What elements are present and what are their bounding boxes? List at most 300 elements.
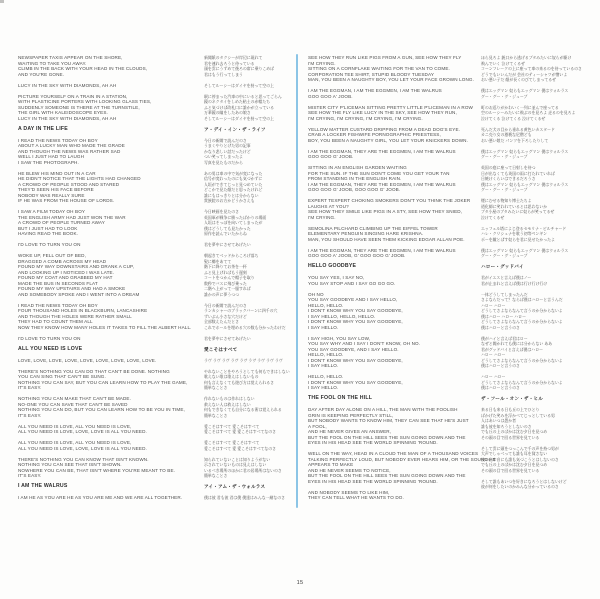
lyric-line: 駅に停まった汽車の中にいると思ってごらん [204, 93, 282, 99]
lyric-line: コーンフレークの上に座って車の来るのを待っているのさ [481, 66, 582, 71]
lyric-line: ブタ小屋のブタみたいに奴らが笑ってるぜ [481, 209, 555, 214]
lyric-block [481, 479, 575, 490]
lyric-line: HE DIDN'T NOTICE THAT THE LIGHTS HAD CHANGED [18, 176, 141, 181]
lyric-line: LUCY IN THE SKY WITH DIAMONDS, AH AH [18, 82, 117, 88]
lyric-line: GOO GOO A' JOOB. [308, 93, 353, 99]
lyric-line: 今日の新聞で読んだのさ [204, 137, 247, 143]
lyric-line: AND LOOKING UP I NOTICED I WAS LATE. [18, 269, 115, 275]
lyric-line: 原作を読んでいたからね [204, 231, 247, 236]
lyric-line: 君を連れ去ろうと待っている [204, 60, 255, 66]
lyric-line: IT'S EASY. [18, 385, 42, 390]
lyric-block [204, 209, 296, 237]
song-title: アイ・アム・ザ・ウォルラス [204, 484, 266, 489]
lyric-line: 朝起きてベッドからころげ落ち [204, 253, 259, 258]
lyric-line: I AM HE AS YOU ARE HE AS YOU ARE ME AND WE ARE ALL TOGETHER. [18, 495, 183, 500]
lyric-line: 彼の出す音にも誰も気づこうとはしないのさ [481, 456, 559, 462]
lyric-block [308, 451, 496, 484]
lyric-line: WELL I JUST HAD TO LAUGH [18, 154, 85, 159]
lyric-block [481, 264, 575, 270]
lyric-line: 道化師に笑われているとは思わないか [481, 203, 548, 209]
lyric-line: さよならだって？ならば僕はハローと言うんだ [481, 297, 563, 302]
lyric-block [18, 127, 206, 133]
lyric-line: CLIMB IN THE BACK WITH YOUR HEAD IN THE CLOUDS, [18, 66, 148, 71]
lyric-line: PICTURE YOURSELF ON A TRAIN IN A STATION, [18, 93, 128, 99]
lyric-block [18, 242, 206, 248]
lyric-block [481, 198, 575, 220]
lyric-line: EXPERT TEXPERT CHOKING SMOKERS DON'T YOU THINK THE JOKER [308, 198, 471, 203]
lyric-line: カニ売り女の猥褻な尼僧ども [481, 132, 532, 137]
lyric-line: EYES IN HIS HEAD SEE THE WORLD SPINNING 'ROUND. [308, 440, 438, 445]
lyric-block [308, 292, 478, 331]
lyric-line: 万華鏡の瞳をしたあの娘さ [204, 110, 251, 115]
lyric-block [204, 171, 296, 204]
lyric-line: 空のルーシーみたいに飛ぶのを見ろよ 走るのを見ろよ [481, 110, 576, 115]
lyric-line: ハロー ハロー [481, 374, 506, 379]
lyric-line: FROM STANDING IN THE ENGLISH RAIN. [308, 176, 402, 181]
lyric-block [204, 336, 296, 342]
lyric-line: 作れないものは作れはしない [204, 396, 255, 401]
lyric-line: HELLO, HELLO. [308, 302, 344, 308]
lyric-line: これでホールを埋める穴の数も分かったわけだ [204, 324, 286, 330]
lyric-line: ALL YOU NEED IS LOVE, ALL YOU NEED IS LOVE, [18, 440, 132, 445]
lyric-line: NOTHING YOU CAN SEE THAT ISN'T SHOWN. [18, 462, 122, 467]
lyric-line: 何もできなくても自分になる術は覚えられる [204, 407, 282, 412]
lyric-line: YOU SAY GOODBYE AND I SAY HELLO, [308, 297, 398, 302]
lyric-line: 誰にもはっきりとは分からない [204, 192, 259, 198]
lyric-line: 君を夢中にさせてあげたい [204, 242, 251, 247]
lyric-line: どうしてさよならなんて言うのか分からないよ [481, 308, 563, 313]
lyric-line: I SAY HIGH, YOU SAY LOW, [308, 335, 371, 341]
lyric-line: FOR THE SUN. IF THE SUN DON'T COME YOU GET YOUR TAN [308, 170, 450, 176]
lyric-line: I AM THE EGGMAN, I AM THE EGGMEN, I AM THE WALRUS [308, 88, 442, 93]
lyric-block [308, 88, 478, 99]
lyric-line: ほら見ろよ 銃口から逃げるブタみたいに奴らが駆け [481, 55, 572, 60]
lyric-block [481, 407, 575, 440]
lyric-line: 僕がハイと言えば君はロー [481, 335, 528, 341]
lyric-line: ハロー ハロー [481, 302, 506, 308]
song-title: THE FOOL ON THE HILL [308, 395, 373, 401]
lyric-line: かなり悲しい話だったけど [204, 148, 251, 154]
lyric-block [18, 171, 206, 204]
lyric-line: I DON'T KNOW WHY YOU SAY GOODBYE, [308, 379, 403, 385]
lyric-line: WELL ON THE WAY, HEAD IN A CLOUD THE MAN OF A THOUSAND VOICES [308, 451, 479, 456]
lyric-line: I'D LOVE TO TURN YOU ON [18, 335, 81, 341]
lyric-line: 僕はハローと言うのさ [481, 363, 520, 368]
lyric-line: APPEARS TO MAKE [308, 462, 354, 467]
lyric-block [204, 303, 296, 331]
lyric-line: いるべき場所のほかに君の居場所はないのさ [204, 467, 282, 473]
column-divider-line [296, 54, 298, 508]
lyric-block [204, 55, 296, 77]
lyric-line: うまくやりとげた男の記事 [204, 143, 251, 148]
lyric-line: I READ THE NEWS TODAY OH BOY [18, 302, 98, 308]
lyric-line: つい笑ってしまったよ [204, 154, 243, 159]
lyric-line: 愛こそはすべて 愛 愛こそはすべてなのさ [204, 429, 277, 434]
lyric-line: 死んだ犬の目から垂れる黄色いカスタード [481, 126, 555, 132]
lyric-line: TALKING PERFECTLY LOUD, BUT NOBODY EVER HEARS HIM, OR THE SOUND HE [308, 456, 496, 462]
scan-speck [0, 0, 4, 3]
lyric-line: 英国の庭に座って日射しを待つ [481, 165, 536, 170]
lyric-line: 今日の新聞で読んだのさ [204, 302, 247, 308]
lyric-line: FOUND MY WAY DOWNSTAIRS AND DRANK A CUP, [18, 264, 134, 269]
lyric-line: そしてルーシーはダイヤを持って空の上 [204, 82, 274, 88]
lyric-line: BUT I JUST HAD TO LOOK [18, 225, 78, 231]
lyric-line: 信号が変わったのにも気づかずに [204, 176, 263, 181]
lyric-line: ALL YOU NEED IS LOVE, LOVE, LOVE IS ALL YOU NEED. [18, 429, 147, 434]
lyric-line: 貴族院のお方かどうかさえも [204, 198, 255, 203]
lyric-line: DAY AFTER DAY ALONE ON A HILL, THE MAN WITH THE FOOLISH [308, 407, 458, 412]
lyric-line: 町のお巡りがかわいく一列に並んで座ってる [481, 104, 559, 110]
lyric-line: ハロー ハロー [481, 352, 506, 357]
lyric-line: HAVING READ THE BOOK. [18, 231, 79, 236]
lyric-block [18, 94, 206, 122]
lyric-line: HE BLEW HIS MIND OUT IN A CAR [18, 170, 96, 176]
song-title: ハロー・グッドバイ [481, 264, 524, 269]
lyric-line: BUT THE FOOL ON THE HILL SEES THE SUN GOING DOWN AND THE [308, 473, 466, 478]
lyric-line: HELLO, HELLO. [308, 374, 344, 379]
lyrics-column-english-left [18, 55, 206, 506]
lyric-line: A FOOL, [308, 423, 327, 429]
lyric-line: 知られていないことは知りようがない [204, 456, 271, 462]
lyric-block [204, 94, 296, 122]
lyric-line: 新聞紙のタクシーが岸辺に現れて [204, 55, 263, 60]
lyric-line: THEY'D SEEN HIS FACE BEFORE [18, 187, 94, 192]
lyric-line: 誰も彼を知ろうとしないのさ [481, 423, 532, 429]
lyric-line: LOVE, LOVE, LOVE, LOVE, LOVE, LOVE, LOVE, LOVE, LOVE. [18, 357, 157, 363]
lyric-block [18, 209, 206, 237]
lyric-block [18, 396, 206, 418]
lyric-block [18, 369, 206, 391]
lyric-line: I SAY HELLO. [308, 363, 339, 368]
lyrics-column-japanese-right [481, 55, 582, 495]
lyric-line: でも丘の上のばかは沈む夕日を見つめ [481, 429, 548, 434]
lyric-block [481, 292, 575, 331]
lyric-line: どうしてさよならなんて言うのか分からないよ [481, 319, 563, 324]
lyric-line: やれないことをやろうとしても何もできはしない [204, 368, 290, 374]
lyric-block [204, 424, 296, 435]
lyric-line: LAUGHS AT YOU? [308, 203, 349, 209]
lyric-block [204, 138, 296, 166]
song-title: 愛こそはすべて [204, 346, 238, 352]
lyric-line: ふと気づけば改札口に誰かが立っている [204, 104, 275, 110]
lyric-line: 僕はハロー ハロー ハロー [481, 313, 526, 319]
lyric-line: AND HE NEVER GIVES AN ANSWER, [308, 429, 392, 434]
lyric-block [481, 88, 575, 99]
lyric-line: NOTHING YOU CAN SAY, BUT YOU CAN LEARN HOW TO PLAY THE GAME, [18, 379, 188, 385]
lyric-line: NO-ONE YOU CAN SAVE THAT CAN'T BE SAVED [18, 401, 128, 407]
lyric-line: GOO GOO G' JOOB. [308, 154, 354, 159]
lyric-line: 頭を雲にうずめて後ろの席に乗りこめば [204, 66, 275, 71]
lyric-line: AND HE NEVER SEEMS TO NOTICE, [308, 467, 391, 473]
lyric-line: I AM THE EGGMAN, THEY ARE THE EGGMEN, I AM THE WALRUS [308, 148, 456, 154]
lyric-line: 簡単なことさ [204, 385, 228, 390]
lyric-line: A CROWD OF PEOPLE TURNED AWAY [18, 220, 105, 225]
lyric-line: 全部数えたんだとさ [204, 319, 240, 324]
lyric-line: その頭の目で回る世界を見ている [481, 467, 540, 473]
lyric-line: 誰かの声に夢うつつ [204, 291, 240, 297]
lyric-line: 示されていないものは見えはしない [204, 462, 267, 467]
lyric-block [18, 495, 206, 501]
lyric-block [308, 264, 478, 270]
lyric-line: 人垣ができてじっと見つめていた [204, 181, 263, 187]
lyric-line: 愛こそはすべて 愛こそはすべて [204, 440, 260, 445]
lyric-line: ばかげた笑みを浮かべてじっとしている男 [481, 412, 555, 418]
lyric-block [481, 55, 582, 83]
lyric-block [18, 336, 206, 342]
lyric-block [308, 198, 478, 220]
lyric-line: エッフェル塔によじ登るセモリナ・ピルチャード [481, 225, 567, 231]
lyric-line: THERE'S NOTHING YOU CAN DO THAT CAN'T BE DONE. NOTHING [18, 368, 170, 374]
lyric-line: 僕はエッグマン 奴らもエッグマン 僕はウォルラス [481, 181, 569, 187]
lyric-line: おい悪い子だ 顔が長くのびてしまってるぜ [481, 77, 556, 82]
lyric-line: ずいぶん小さな穴だけど [204, 313, 247, 319]
lyric-line: 日焼けくらいはできるだろうさ [481, 176, 536, 181]
lyric-line: I DON'T KNOW WHY YOU SAY GOODBYE, [308, 357, 403, 363]
lyric-line: 髪に櫛をあてて [204, 258, 232, 264]
lyric-block [204, 484, 296, 490]
lyric-block [204, 495, 296, 501]
lyric-line: 人垣はそっぽを向いてしまったが [204, 220, 263, 225]
lyric-block [18, 347, 206, 353]
lyric-line: 簡単なことさ [204, 473, 228, 478]
lyric-line: GOO GOO A' JOOB, G' GOO GOO G' JOOB. [308, 253, 406, 258]
lyric-line: WOKE UP, FELL OUT OF BED, [18, 253, 87, 258]
lyric-block [18, 358, 206, 364]
lyric-line: 大声でしゃべっても誰も耳を貸さない [481, 451, 548, 456]
lyric-line: どうしてさよならなんて言うのか分からないよ [481, 357, 563, 363]
lyric-line: どうでもいいんだが 会社のティーシャツが憎いよ [481, 71, 568, 77]
lyric-line: 何も言えなくても遊び方は覚えられるさ [204, 379, 275, 385]
lyric-line: ABOUT A LUCKY MAN WHO MADE THE GRADE [18, 143, 125, 148]
lyric-block [18, 83, 206, 89]
lyric-line: 愛こそはすべて 愛こそはすべて [204, 423, 260, 429]
lyric-line: 僕はどうしても見たかった [204, 225, 251, 231]
lyric-line: BUT THE FOOL ON THE HILL SEES THE SUN GOING DOWN AND THE [308, 434, 466, 440]
lyric-block [308, 490, 478, 501]
lyric-line: FOUND MY WAY UPSTAIRS AND HAD A SMOKE [18, 286, 126, 291]
lyric-line: そして誰もあいつを好きになろうとはしないけど [481, 478, 567, 484]
lyric-block [204, 347, 296, 353]
lyric-line: I DON'T KNOW WHY YOU SAY GOODBYE, [308, 308, 403, 313]
lyric-line: THEY HAD TO COUNT THEM ALL [18, 319, 93, 324]
lyric-line: 君はもう行ってしまう [204, 71, 243, 77]
lyric-line: MAN, YOU BEEN A NAUGHTY BOY, YOU LET YOUR FACE GROWN LONG. [308, 77, 474, 82]
lyric-line: 泣けてくる 泣けてくる 泣けてくるぜ [481, 115, 546, 121]
lyric-line: 日が出なくても英国の雨に打たれていれば [481, 170, 555, 176]
lyric-line: でも丘の上のばかは沈む夕日を見つめ [481, 462, 548, 467]
lyric-line: グー・グー・グ・ジューブ [481, 253, 528, 258]
lyric-line: THEY CAN TELL WHAT HE WANTS TO DO. [308, 495, 404, 500]
lyric-line: YOU SAY GOODBYE, AND I SAY HELLO. [308, 346, 399, 352]
lyric-line: AND SOMEBODY SPOKE AND I WENT INTO A DREAM [18, 291, 140, 297]
lyric-line: I SAW THE PHOTOGRAPH. [18, 159, 79, 165]
lyric-line: 君を夢中にさせてあげたい [204, 335, 251, 341]
lyric-line: ポーを蹴とばす奴らを君に見せたかったよ [481, 236, 555, 242]
lyric-line: GOO GOO G' JOOB, GOO GOO G' JOOB. [308, 187, 401, 192]
lyric-line: グー・グー・グ・ジューブ [481, 93, 528, 99]
lyric-block [481, 248, 575, 259]
lyric-line: 人はあいつは愚か者 [481, 418, 517, 423]
song-title: HELLO GOODBYE [308, 263, 357, 269]
lyric-line: A CROWD OF PEOPLE STOOD AND STARED [18, 181, 120, 187]
lyric-block [308, 396, 478, 402]
lyric-line: SEMOLINA PILCHARD CLIMBING UP THE EIFFEL TOWER [308, 225, 438, 231]
lyric-block [481, 226, 575, 243]
lyric-line: WITH PLASTICINE PORTERS WITH LOOKING GLASS TIES, [18, 99, 152, 104]
lyric-block [204, 369, 296, 391]
lyric-line: OH NO [308, 291, 324, 297]
lyric-line: 僕はエッグマン 奴らもエッグマン 僕はウォルラス [481, 148, 569, 154]
lyric-line: IT'S EASY. [18, 473, 42, 478]
lyric-block [18, 424, 206, 435]
lyric-block [481, 275, 575, 286]
lyric-line: NOWHERE YOU CAN BE, THAT ISN'T WHERE YOU'RE MEANT TO BE. [18, 467, 176, 473]
lyric-block [481, 336, 575, 369]
lyric-line: おい悪い娘だ パンツを下ろしたりして [481, 137, 549, 143]
lyric-line: I READ THE NEWS TODAY OH BOY [18, 137, 98, 143]
song-title: A DAY IN THE LIFE [18, 125, 68, 132]
lyric-line: YOU SAY STOP AND I SAY GO GO GO. [308, 280, 396, 286]
lyric-line: 泣けてくるぜ [481, 214, 505, 220]
lyric-line: I'M CRYING, I'M CRYING, I'M CRYING, I'M CRYING. [308, 115, 423, 121]
lyric-line: コートをつかんで帽子を取り [204, 275, 255, 280]
lyric-block [481, 396, 575, 402]
song-title: I AM THE WALRUS [18, 483, 68, 489]
lyric-block [308, 374, 478, 391]
lyric-block [308, 407, 478, 446]
lyric-line: I'D LOVE TO TURN YOU ON [18, 242, 81, 247]
lyric-line: そして雲に頭をつっこんで千の声を持つ男が [481, 445, 559, 451]
lyric-block [204, 358, 296, 364]
lyric-line: 僕はエッグマン 奴らもエッグマン 僕はウォルラス [481, 247, 569, 253]
lyric-line: 今日映画を見たのさ [204, 209, 240, 214]
lyric-line: I SAY HELLO, HELLO, HELLO. [308, 313, 376, 319]
lyric-line: 数秒でバスに飛び乗った [204, 280, 247, 286]
lyric-block [481, 446, 575, 474]
lyric-line: I'M CRYING. [308, 60, 336, 66]
lyric-block [204, 242, 296, 248]
lyric-line: I SAY HELLO. [308, 385, 339, 390]
lyric-block [481, 149, 575, 160]
lyric-line: 飛んでいく 泣けてくるぜ [481, 60, 525, 66]
lyric-line: 二階へ上がって一服すれば [204, 286, 251, 291]
lyric-line: YOU CAN SING THAT CAN'T BE SUNG. [18, 374, 106, 379]
lyric-block [481, 105, 575, 122]
lyric-block [481, 127, 575, 144]
lyric-line: THERE'S NOTHING YOU CAN KNOW THAT ISN'T KNOWN. [18, 456, 149, 462]
lyric-line: AND THOUGH THE HOLES WERE RATHER SMALL [18, 313, 132, 319]
lyric-line: 写真を見たものだから [204, 159, 243, 165]
lyric-block [18, 457, 206, 479]
lyric-block [308, 336, 478, 369]
lyric-line: 僕はハローと言うのさ [481, 385, 520, 390]
lyric-line: IF HE WAS FROM THE HOUSE OF LORDS. [18, 198, 115, 203]
lyric-line: YELLOW MATTER CUSTARD DRIPPING FROM A DEAD DOG'S EYE. [308, 126, 461, 132]
lyric-block [18, 138, 206, 166]
lyric-line: 簡単なことさ [204, 412, 228, 418]
lyric-block [204, 253, 296, 297]
lyric-block [481, 374, 575, 391]
lyric-line: CORPORATION TEE SHIRT, STUPID BLOODY TUESDAY [308, 71, 435, 77]
lyric-block [204, 457, 296, 479]
lyric-line: ラヴ ラヴ ラヴ ラヴ ラヴ ラヴ ラヴ ラヴ ラヴ [204, 357, 283, 363]
page-number: 15 [296, 580, 304, 586]
lyric-line: 煙にむせる物知り博士たちよ [481, 198, 532, 203]
lyric-line: MISTER CITY P'LICEMAN SITTING PRETTY LITTLE P'LICEMAN IN A ROW [308, 104, 473, 110]
lyric-line: EYES IN HIS HEAD SEE THE WORLD SPINNING 'ROUND. [308, 478, 438, 484]
lyric-line: AND YOU'RE GONE. [18, 71, 65, 77]
lyric-block [481, 165, 575, 193]
lyric-line: 僕はハローと言うのさ [481, 324, 520, 330]
lyric-line: MADE THE BUS IN SECONDS FLAT [18, 280, 98, 286]
lyric-line: グー・グー・グ・ジューブ [481, 154, 528, 159]
lyric-block [308, 226, 478, 243]
lyric-line: GRIN IS KEEPING PERFECTLY STILL, [308, 412, 394, 418]
lyric-line: HELLO, HELLO. [308, 352, 344, 357]
lyrics-column-japanese-left [204, 55, 296, 506]
lyric-line: NOBODY WAS REALLY SURE [18, 192, 85, 198]
song-title: ALL YOU NEED IS LOVE [18, 345, 83, 352]
lyric-block [18, 253, 206, 297]
lyric-line: I'M CRYING. [308, 214, 336, 220]
lyric-block [18, 484, 206, 490]
lyric-line: BOY, YOU BEEN A NAUGHTY GIRL, YOU LET YOUR KNICKERS DOWN. [308, 137, 469, 143]
lyric-line: I DON'T KNOW WHY YOU SAY GOODBYE, [308, 319, 403, 324]
lyric-line: THE ENGLISH ARMY HAD JUST WON THE WAR [18, 214, 126, 220]
lyric-block [308, 275, 478, 286]
lyric-line: 彼が何をしたいのかみんな分かっているのさ [481, 484, 559, 489]
lyric-block [308, 149, 478, 160]
lyric-line: CRAB A LOCKER FISHWIFE PORNOGRAPHIC PRIESTESS, [308, 132, 441, 137]
song-title: ザ・フール・オン・ザ・ヒル [481, 396, 544, 401]
lyric-block [204, 127, 296, 133]
lyric-line: SEE HOW THEY SMILE LIKE PIGS IN A STY, SEE HOW THEY SNIED, [308, 209, 463, 214]
lyric-line: I SAY HELLO. [308, 324, 339, 330]
lyric-block [18, 440, 206, 451]
lyric-line: あの男は車の中で気が変になった [204, 170, 263, 176]
lyric-line: どうしてさよならなんて言うのか分からないよ [481, 379, 563, 385]
lyric-line: 君がグッドバイと言えば僕はハロー [481, 346, 543, 352]
lyric-line: LUCY IN THE SKY WITH DIAMONDS, AH AH [18, 115, 117, 121]
lyric-line: IT'S EASY. [18, 412, 42, 418]
lyric-line: ALL YOU NEED IS LOVE, LOVE, LOVE IS ALL YOU NEED. [18, 445, 147, 451]
lyric-line: 英国軍が戦争に勝ったばかりの場面 [204, 214, 267, 220]
lyric-line: そしてルーシーはダイヤを持って空の上 [204, 115, 274, 121]
lyric-line: ELEMENTARY PENGUIN SINGING HARE KRISHNA. [308, 231, 424, 236]
lyric-line: I AM THE EGGMAN, THEY ARE THE EGGMEN, I AM THE WALRUS [308, 247, 456, 253]
lyric-line: 階下に降りてお茶を一杯 [204, 264, 247, 269]
lyric-line: 救えない人は救えはしない [204, 401, 251, 407]
lyric-line: 鏡のネクタイをしめた粘土の赤帽たち [204, 99, 270, 104]
lyric-line: NOTHING YOU CAN DO, BUT YOU CAN LEARN HOW TO BE YOU IN TIME, [18, 407, 185, 412]
lyric-line: グー・グー・グ・ジューブ [481, 187, 528, 192]
lyric-line: 一体どうしてしまったんだ [481, 291, 528, 297]
lyric-line: THE GIRL WITH KALEIDOSCOPE EYES. [18, 110, 108, 115]
lyric-line: BUT NOBODY WANTS TO KNOW HIM, THEY CAN SEE THAT HE'S JUST [308, 418, 469, 423]
lyric-line: NOTHING YOU CAN MAKE THAT CAN'T BE MADE. [18, 396, 131, 401]
lyric-line: SUDDENLY SOMEONE IS THERE AT THE TURNSTILE, [18, 104, 140, 110]
lyric-line: なぜと聞かれても僕には分からない ああ [481, 341, 553, 346]
lyric-line: 来る日も来る日も丘の上でひとり [481, 407, 540, 412]
lyric-line: SITTING ON A CORNFLAKE WAITING FOR THE VAN TO COME. [308, 66, 450, 71]
lyric-line: 歌えない歌は歌えはしないもの [204, 374, 259, 379]
lyric-line: I AM THE EGGMAN, THEY ARE THE EGGMEN, I AM THE WALRUS [308, 181, 456, 187]
lyric-line: ランカシャーのブラックバーンに四千の穴 [204, 308, 278, 313]
lyric-line: 君が止まれと言えば僕は行け行け行け [481, 280, 548, 286]
lyric-line: I SAW A FILM TODAY OH BOY [18, 209, 86, 214]
lyric-line: どこかで見た顔だと思ったけれど [204, 187, 263, 192]
lyric-line: SITTING IN AN ENGLISH GARDEN WAITING [308, 165, 407, 170]
